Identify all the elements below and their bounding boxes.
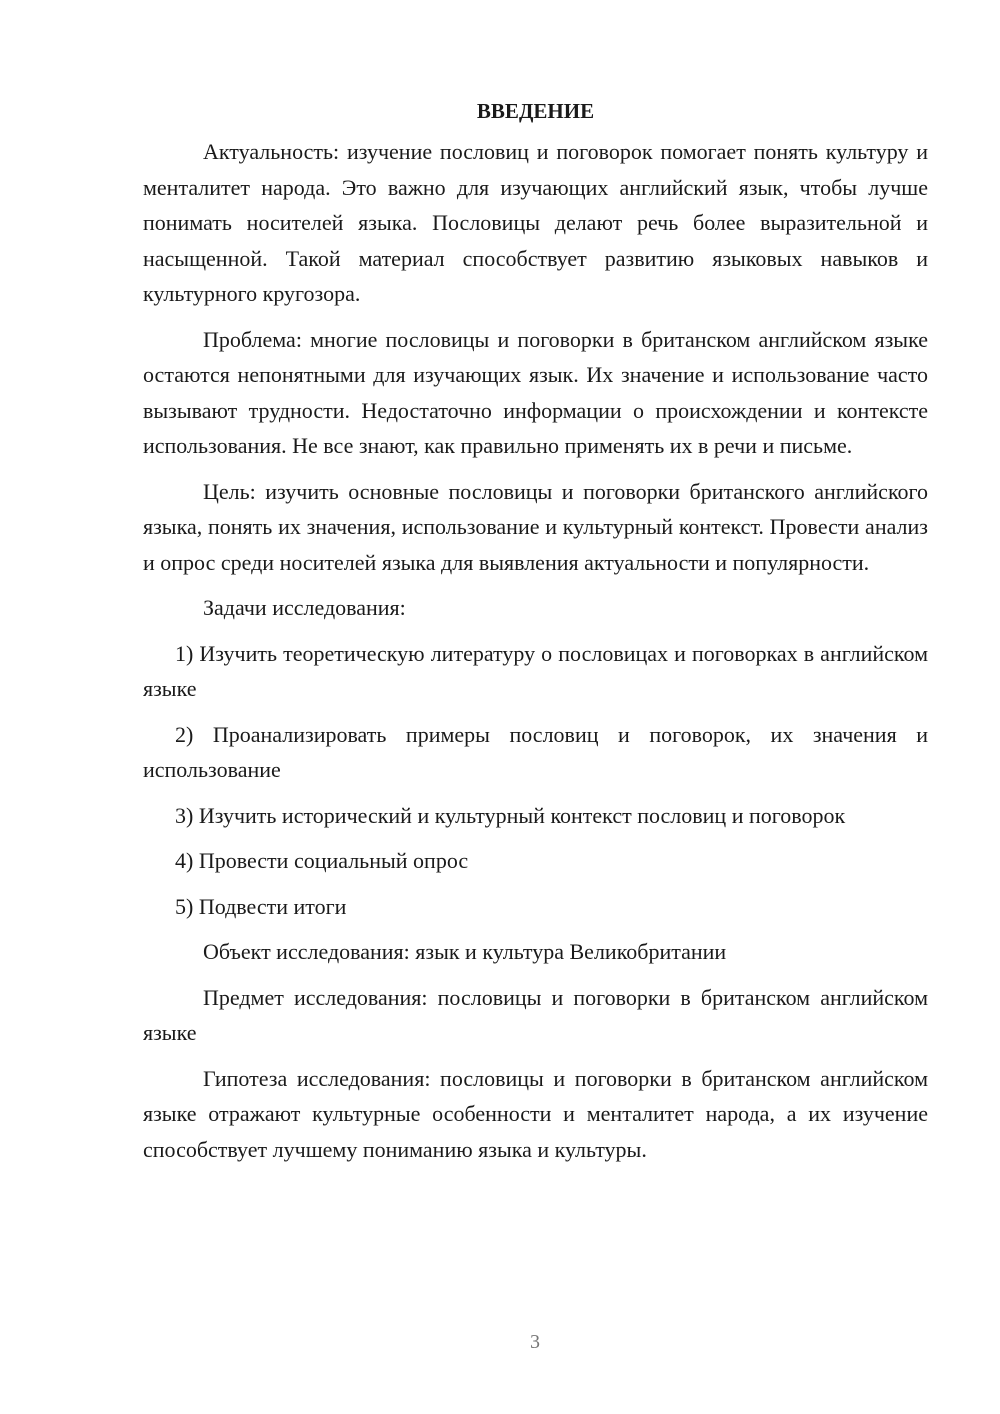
section-title: ВВЕДЕНИЕ <box>476 99 595 123</box>
page-number: 3 <box>530 1331 540 1353</box>
task-item: 4) Провести социальный опрос <box>175 848 469 873</box>
task-item: 3) Изучить исторический и культурный контекст пословиц и поговорок <box>175 802 846 828</box>
object-paragraph: Объект исследования: язык и культура Великобритании <box>203 939 727 964</box>
task-item: 2) Проанализировать примеры пословиц и поговорок, их значения и использование <box>143 721 928 782</box>
hypothesis-paragraph: Гипотеза исследования: пословицы и поговорки в британском английском языке отражают культурные особенности и менталитет народа, а их изучение способствует лучшему пониманию языка и культуры. <box>143 1065 928 1162</box>
document-page <box>143 96 928 1177</box>
task-item: 1) Изучить теоретическую литературу о пословицах и поговорках в английском языке <box>143 640 928 701</box>
subject-paragraph: Предмет исследования: пословицы и поговорки в британском английском языке <box>143 984 928 1045</box>
goal-paragraph: Цель: изучить основные пословицы и поговорки британского английского языка, понять их значения, использование и культурный контекст. Провести анализ и опрос среди носителей языка для выявления актуальности и популярности. <box>143 478 928 575</box>
problem-paragraph: Проблема: многие пословицы и поговорки в британском английском языке остаются непонятными для изучающих язык. Их значение и использование часто вызывают трудности. Недостаточно информации о происхождении и контексте использования. Не все знают, как правильно применять их в речи и письме. <box>143 326 928 458</box>
tasks-heading: Задачи исследования: <box>203 595 406 620</box>
relevance-paragraph: Актуальность: изучение пословиц и поговорок помогает понять культуру и менталитет народа. Это важно для изучающих английский язык, чтобы лучше понимать носителей языка. Пословицы делают речь более выразительной и насыщенной. Такой материал способствует развитию языковых навыков и культурного кругозора. <box>143 139 928 306</box>
task-item: 5) Подвести итоги <box>175 893 347 919</box>
